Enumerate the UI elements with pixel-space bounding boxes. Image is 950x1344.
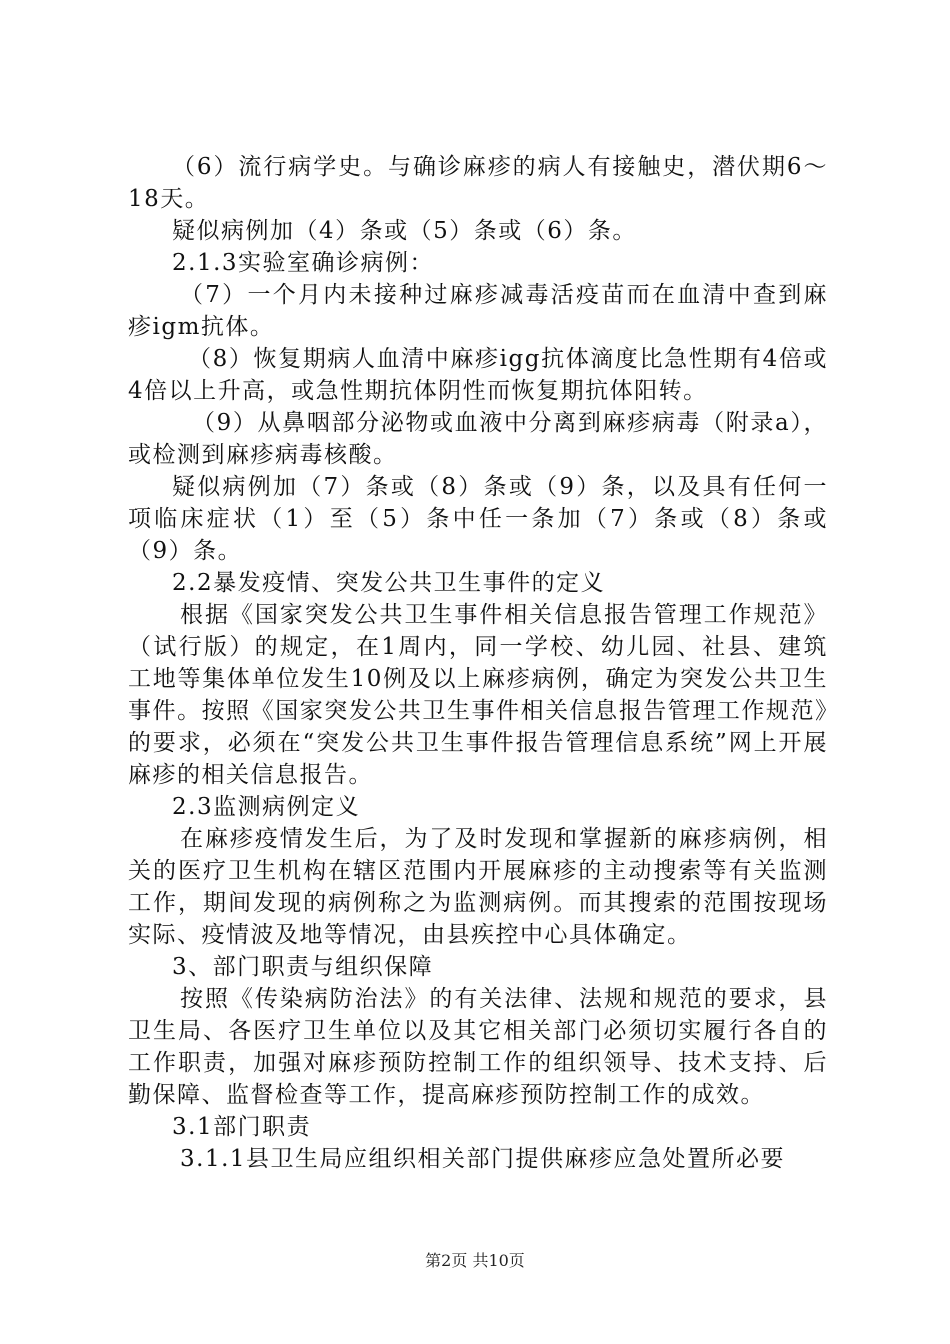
paragraph-outbreak-definition: 根据《国家突发公共卫生事件相关信息报告管理工作规范》（试行版）的规定，在1周内，同一学校、幼儿园、社县、建筑工地等集体单位发生10例及以上麻疹病例，确定为突发公共卫生事件。按照《国家突发公共卫生事件相关信息报告管理工作规范》的要求，必须在“突发公共卫生事件报告管理信息系统”网上开展麻疹的相关信息报告。	[128, 602, 828, 788]
paragraph-epidemiology-history: （6）流行病学史。与确诊麻疹的病人有接触史，潜伏期6～18天。	[128, 154, 828, 212]
heading-department-duties: 3.1部门职责	[172, 1114, 312, 1140]
document-body	[128, 151, 828, 1175]
page-number-footer: 第2页 共10页	[425, 1251, 525, 1270]
paragraph-criterion-8: （8）恢复期病人血清中麻疹igg抗体滴度比急性期有4倍或4倍以上升高，或急性期抗体阴性而恢复期抗体阳转。	[128, 346, 828, 404]
paragraph-surveillance-case: 在麻疹疫情发生后，为了及时发现和掌握新的麻疹病例，相关的医疗卫生机构在辖区范围内开展麻疹的主动搜索等有关监测工作，期间发现的病例称之为监测病例。而其搜索的范围按现场实际、疫情波及地等情况，由县疾控中心具体确定。	[128, 826, 828, 948]
paragraph-suspected-case-rule-1: 疑似病例加（4）条或（5）条或（6）条。	[172, 218, 637, 244]
paragraph-suspected-case-rule-2: 疑似病例加（7）条或（8）条或（9）条，以及具有任何一项临床症状（1）至（5）条中任一条加（7）条或（8）条或（9）条。	[128, 474, 828, 564]
heading-responsibilities: 3、部门职责与组织保障	[172, 954, 434, 980]
heading-outbreak-definition: 2.2暴发疫情、突发公共卫生事件的定义	[172, 570, 606, 596]
paragraph-criterion-7: （7）一个月内未接种过麻疹减毒活疫苗而在血清中查到麻疹igm抗体。	[128, 282, 828, 340]
paragraph-health-bureau-duty: 3.1.1县卫生局应组织相关部门提供麻疹应急处置所必要	[180, 1146, 786, 1172]
paragraph-criterion-9: （9）从鼻咽部分泌物或血液中分离到麻疹病毒（附录a），或检测到麻疹病毒核酸。	[128, 410, 828, 468]
heading-surveillance-case: 2.3监测病例定义	[172, 794, 361, 820]
paragraph-responsibilities: 按照《传染病防治法》的有关法律、法规和规范的要求，县卫生局、各医疗卫生单位以及其它相关部门必须切实履行各自的工作职责，加强对麻疹预防控制工作的组织领导、技术支持、后勤保障、监督检查等工作，提高麻疹预防控制工作的成效。	[128, 986, 828, 1108]
heading-lab-confirmed-case: 2.1.3实验室确诊病例：	[172, 250, 435, 276]
